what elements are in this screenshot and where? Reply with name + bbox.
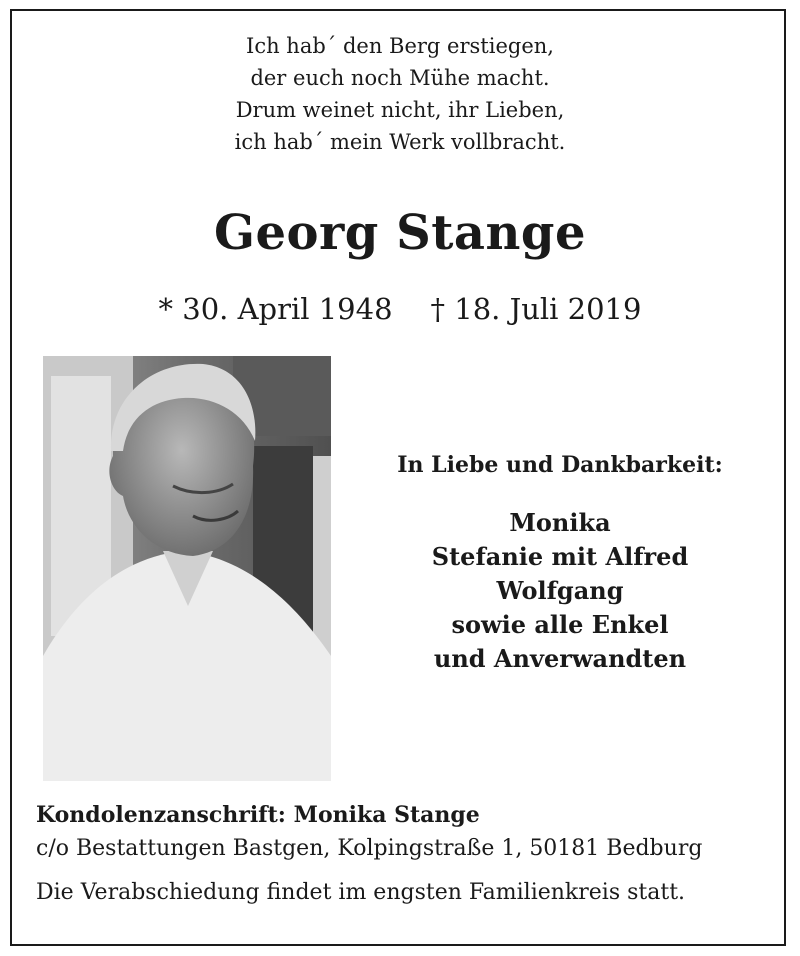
poem-line: der euch noch Mühe macht. xyxy=(250,66,550,90)
death-date: † 18. Juli 2019 xyxy=(430,292,642,326)
condolence-block xyxy=(36,798,776,910)
mourner-name: sowie alle Enkel xyxy=(451,610,669,639)
mourner-name: Monika xyxy=(509,508,611,537)
farewell-note: Die Verabschiedung findet im engsten Familienkreis statt. xyxy=(36,880,686,905)
mourners-names xyxy=(370,506,750,676)
poem-line: Ich hab´ den Berg erstiegen, xyxy=(246,34,554,58)
poem xyxy=(0,30,800,158)
mourner-name: und Anverwandten xyxy=(433,644,687,673)
poem-line: Drum weinet nicht, ihr Lieben, xyxy=(235,98,565,122)
mourners-intro: In Liebe und Dankbarkeit: xyxy=(397,452,723,478)
mourner-name: Stefanie mit Alfred xyxy=(431,542,689,571)
poem-line: ich hab´ mein Werk vollbracht. xyxy=(234,130,566,154)
condolence-address: c/o Bestattungen Bastgen, Kolpingstraße 1, 50181 Bedburg xyxy=(36,836,703,861)
birth-date: * 30. April 1948 xyxy=(158,292,393,326)
mourner-name: Wolfgang xyxy=(496,576,624,605)
portrait-photo xyxy=(43,356,331,781)
deceased-name: Georg Stange xyxy=(213,205,587,261)
mourners-block xyxy=(370,452,750,676)
condolence-label: Kondolenzanschrift: Monika Stange xyxy=(36,802,480,828)
life-dates xyxy=(0,292,800,326)
